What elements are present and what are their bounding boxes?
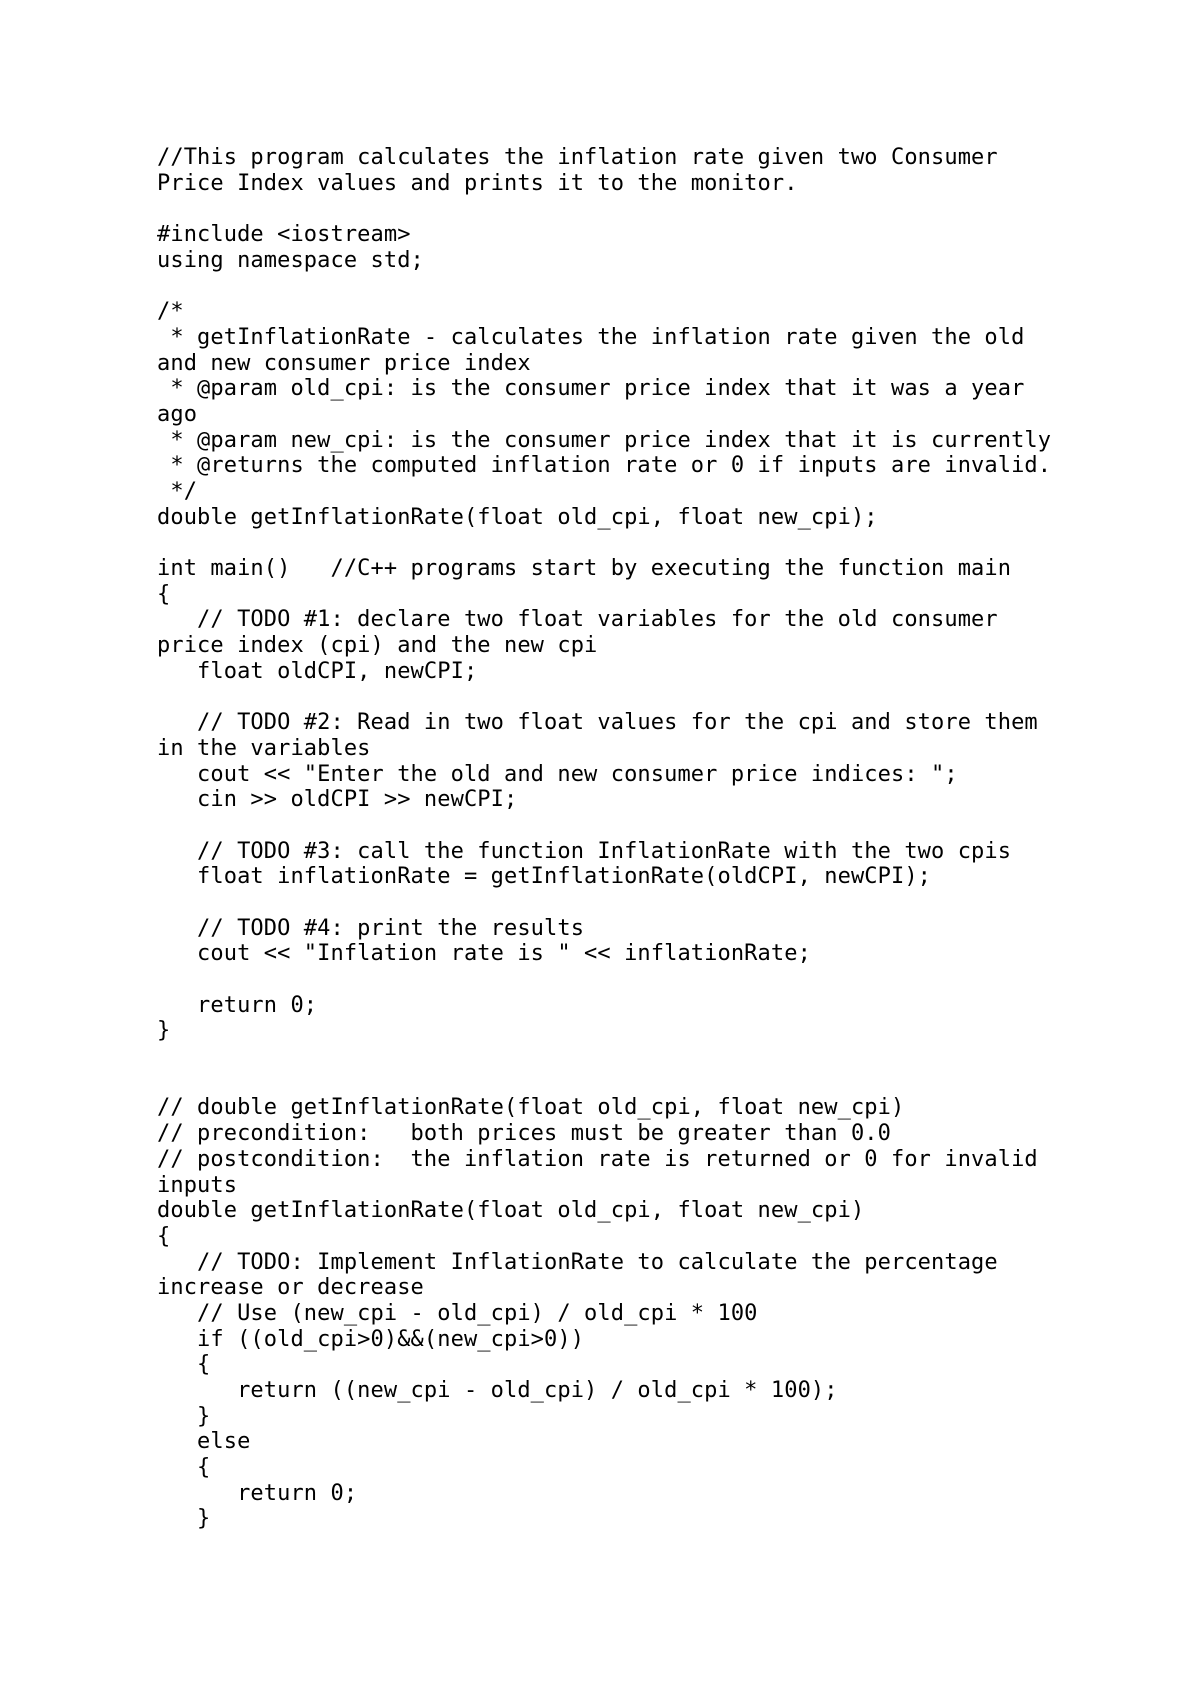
code-line: cin >> oldCPI >> newCPI; (157, 787, 518, 813)
code-line: cout << "Enter the old and new consumer price indices: "; (157, 761, 958, 787)
code-line (157, 967, 1057, 993)
code-line (157, 890, 1057, 916)
code-line: // TODO #2: Read in two float values for the cpi and store them (157, 710, 1038, 736)
code-line: int main() //C++ programs start by executing the function main (157, 556, 1012, 581)
code-line: } (157, 1403, 211, 1429)
code-line: * @param old_cpi: is the consumer price index that it was a year (157, 376, 1025, 402)
code-line: { (157, 1352, 211, 1378)
code-line: */ (157, 478, 198, 504)
code-line (157, 273, 1057, 299)
code-line (157, 1044, 1057, 1070)
code-line: if ((old_cpi>0)&&(new_cpi>0)) (157, 1326, 585, 1352)
code-line: } (157, 1018, 171, 1044)
code-line (157, 530, 1057, 556)
code-line: #include <iostream> (157, 222, 411, 248)
code-line: double getInflationRate(float old_cpi, float new_cpi) (157, 1198, 865, 1224)
code-line (157, 813, 1057, 839)
code-line: inputs (157, 1172, 238, 1198)
code-line: return ((new_cpi - old_cpi) / old_cpi * 100); (157, 1378, 838, 1403)
code-line: //This program calculates the inflation rate given two Consumer (157, 145, 998, 170)
code-line: else (157, 1429, 251, 1455)
code-line: { (157, 1223, 171, 1249)
code-line (157, 196, 1057, 222)
code-line (157, 1070, 1057, 1096)
code-line: ago (157, 401, 198, 427)
code-line: float inflationRate = getInflationRate(oldCPI, newCPI); (157, 864, 932, 890)
code-line: float oldCPI, newCPI; (157, 658, 478, 684)
code-line: // TODO: Implement InflationRate to calculate the percentage (157, 1249, 998, 1275)
code-line: // precondition: both prices must be greater than 0.0 (157, 1121, 891, 1147)
code-line (157, 684, 1057, 710)
code-listing (157, 145, 1057, 1532)
code-line: // double getInflationRate(float old_cpi, float new_cpi) (157, 1095, 905, 1121)
code-line: // postcondition: the inflation rate is returned or 0 for invalid (157, 1146, 1038, 1172)
code-line: // Use (new_cpi - old_cpi) / old_cpi * 100 (157, 1300, 758, 1326)
code-line: * @returns the computed inflation rate or 0 if inputs are invalid. (157, 453, 1052, 479)
code-line: // TODO #3: call the function InflationRate with the two cpis (157, 838, 1012, 864)
code-line: { (157, 581, 171, 607)
code-line: // TODO #1: declare two float variables for the old consumer (157, 607, 998, 633)
code-line: /* (157, 299, 184, 325)
code-line: double getInflationRate(float old_cpi, float new_cpi); (157, 504, 878, 530)
code-line: cout << "Inflation rate is " << inflationRate; (157, 941, 811, 967)
code-line: * getInflationRate - calculates the inflation rate given the old (157, 324, 1025, 350)
code-line: Price Index values and prints it to the monitor. (157, 170, 798, 196)
code-line: in the variables (157, 735, 371, 761)
code-line: return 0; (157, 1480, 358, 1506)
code-line: return 0; (157, 992, 318, 1018)
code-line: } (157, 1506, 211, 1532)
code-line: increase or decrease (157, 1275, 424, 1301)
code-line: { (157, 1455, 211, 1481)
code-line: and new consumer price index (157, 350, 531, 376)
code-line: price index (cpi) and the new cpi (157, 633, 598, 659)
code-line: // TODO #4: print the results (157, 915, 585, 941)
code-line: using namespace std; (157, 247, 424, 273)
code-line: * @param new_cpi: is the consumer price index that it is currently (157, 427, 1052, 453)
